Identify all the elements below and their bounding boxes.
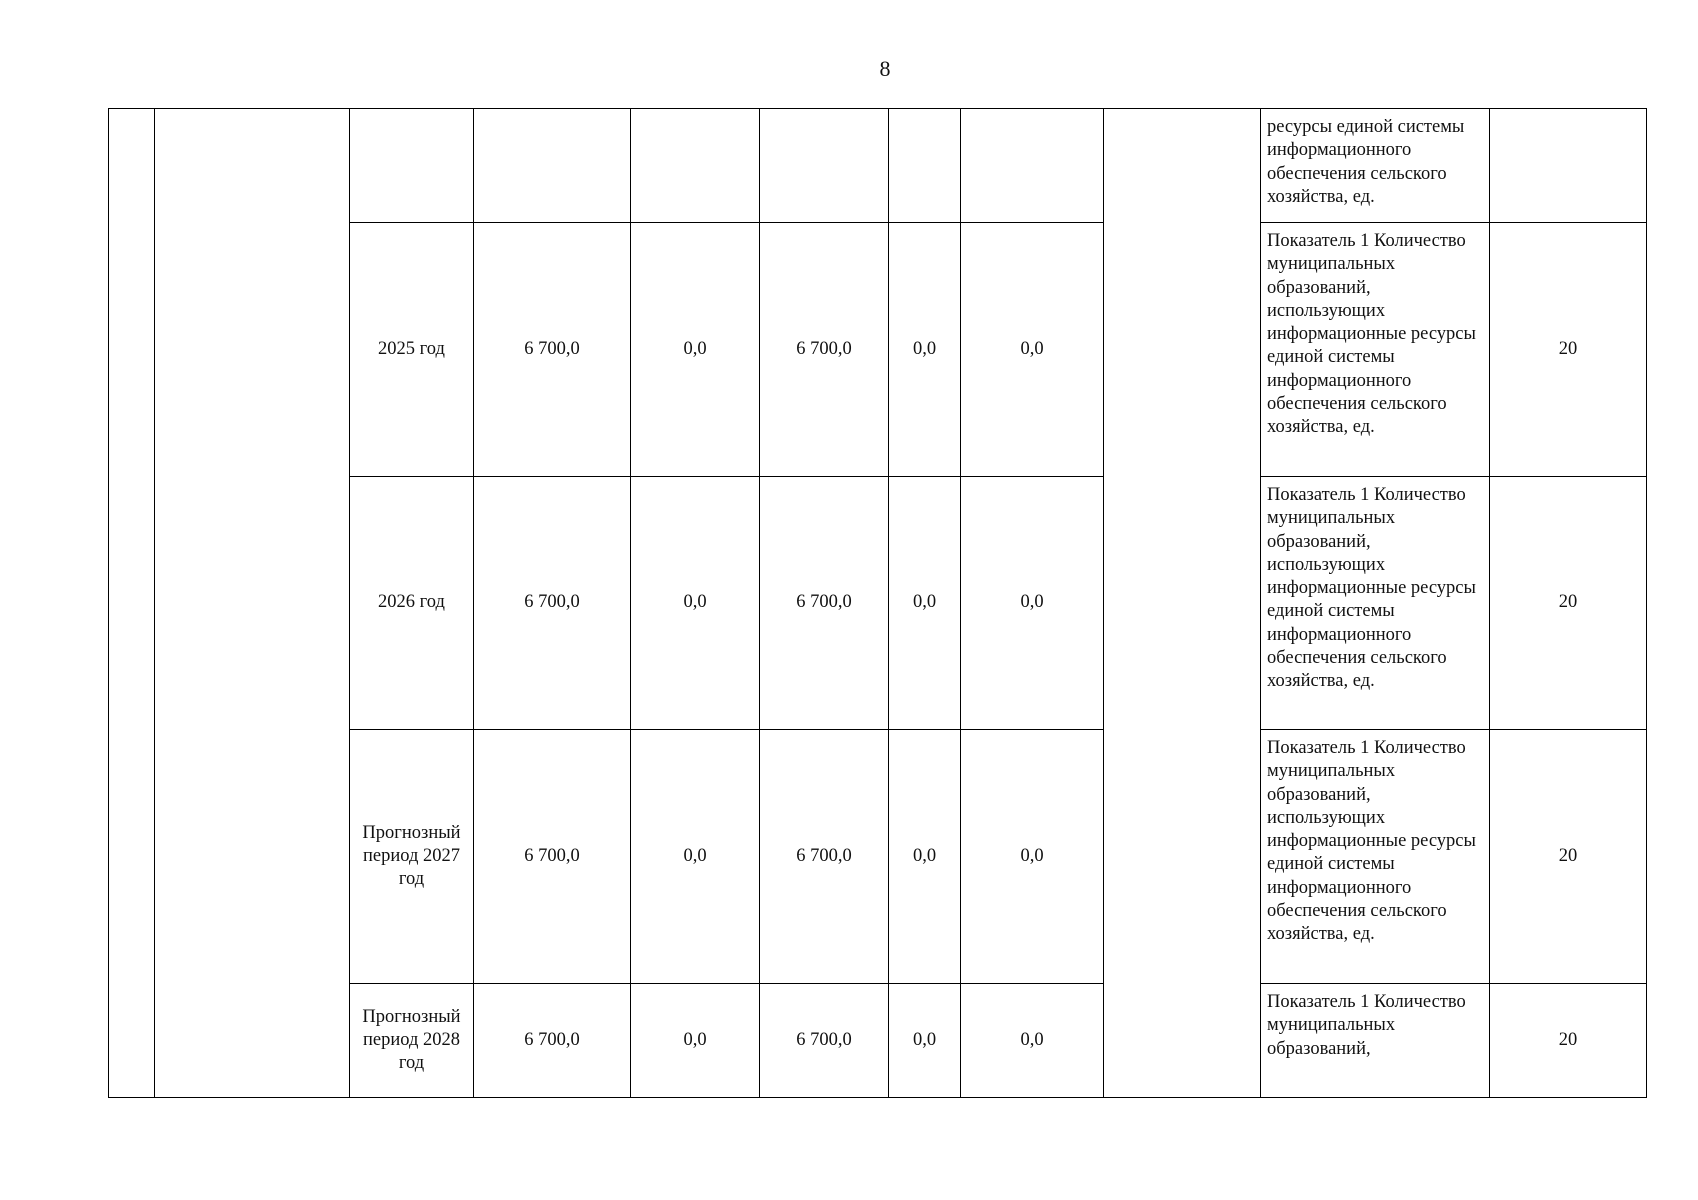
local-budget-cell: 0,0 — [889, 984, 961, 1098]
event-name-cell — [155, 109, 350, 1098]
total-amount-cell: 6 700,0 — [474, 730, 631, 984]
local-budget-cell — [889, 109, 961, 223]
other-sources-cell — [961, 109, 1104, 223]
indicator-cell: Показатель 1 Количество муниципальных образований, использующих информационные ресурсы единой системы информационного обеспечения сельского хозяйства, ед. — [1261, 730, 1490, 984]
total-amount-cell — [474, 109, 631, 223]
regional-budget-cell: 6 700,0 — [760, 984, 889, 1098]
period-cell: 2026 год — [350, 477, 474, 730]
target-value-cell: 20 — [1490, 730, 1647, 984]
indicator-cell: Показатель 1 Количество муниципальных образований, использующих информационные ресурсы единой системы информационного обеспечения сельского хозяйства, ед. — [1261, 223, 1490, 477]
total-amount-cell: 6 700,0 — [474, 477, 631, 730]
local-budget-cell: 0,0 — [889, 730, 961, 984]
indicator-cell: Показатель 1 Количество муниципальных образований, — [1261, 984, 1490, 1098]
table-row — [109, 109, 1647, 223]
period-cell — [350, 109, 474, 223]
target-value-cell: 20 — [1490, 477, 1647, 730]
local-budget-cell: 0,0 — [889, 477, 961, 730]
indicator-cell: Показатель 1 Количество муниципальных образований, использующих информационные ресурсы единой системы информационного обеспечения сельского хозяйства, ед. — [1261, 477, 1490, 730]
federal-budget-cell: 0,0 — [631, 984, 760, 1098]
total-amount-cell: 6 700,0 — [474, 223, 631, 477]
target-value-cell: 20 — [1490, 223, 1647, 477]
regional-budget-cell: 6 700,0 — [760, 730, 889, 984]
federal-budget-cell: 0,0 — [631, 477, 760, 730]
regional-budget-cell: 6 700,0 — [760, 477, 889, 730]
regional-budget-cell: 6 700,0 — [760, 223, 889, 477]
federal-budget-cell — [631, 109, 760, 223]
other-sources-cell: 0,0 — [961, 223, 1104, 477]
regional-budget-cell — [760, 109, 889, 223]
total-amount-cell: 6 700,0 — [474, 984, 631, 1098]
page-number: 8 — [879, 56, 891, 81]
other-sources-cell: 0,0 — [961, 984, 1104, 1098]
period-cell: Прогнозный период 2028 год — [350, 984, 474, 1098]
other-sources-cell: 0,0 — [961, 730, 1104, 984]
executor-cell — [1104, 109, 1261, 1098]
other-sources-cell: 0,0 — [961, 477, 1104, 730]
period-cell: Прогнозный период 2027 год — [350, 730, 474, 984]
program-financing-table — [108, 108, 1647, 1098]
indicator-cell: ресурсы единой системы информационного обеспечения сельского хозяйства, ед. — [1261, 109, 1490, 223]
local-budget-cell: 0,0 — [889, 223, 961, 477]
target-value-cell — [1490, 109, 1647, 223]
federal-budget-cell: 0,0 — [631, 223, 760, 477]
target-value-cell: 20 — [1490, 984, 1647, 1098]
row-number-cell — [109, 109, 155, 1098]
period-cell: 2025 год — [350, 223, 474, 477]
federal-budget-cell: 0,0 — [631, 730, 760, 984]
